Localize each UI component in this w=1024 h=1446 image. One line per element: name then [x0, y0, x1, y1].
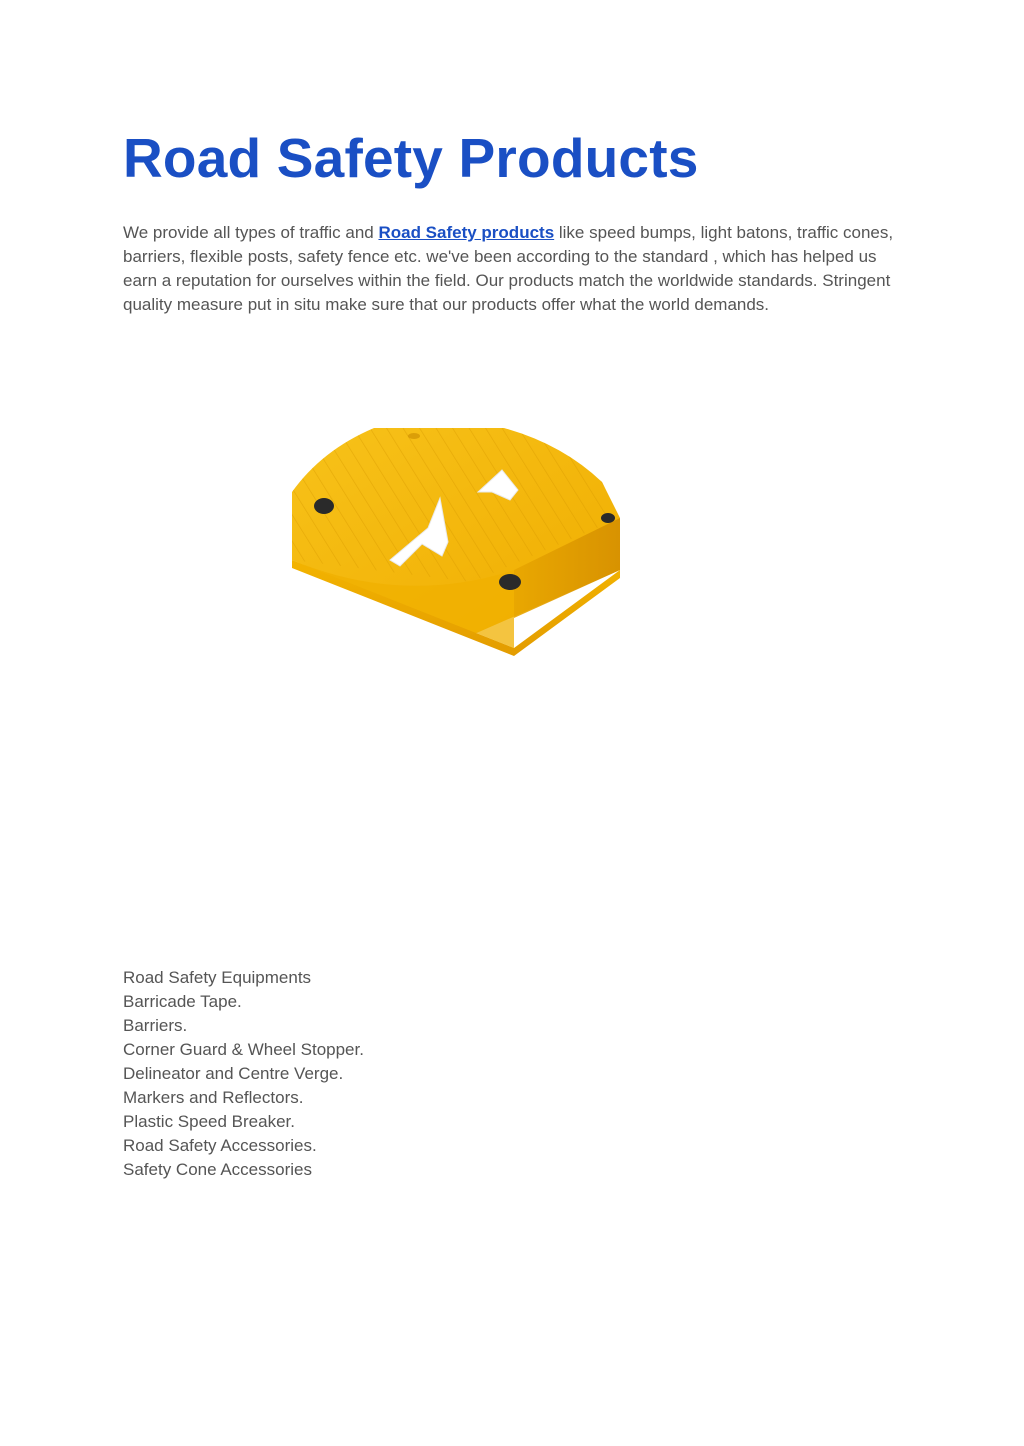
intro-text-before-link: We provide all types of traffic and — [123, 223, 379, 242]
list-item: Barriers. — [123, 1016, 188, 1035]
intro-text-after-link: like speed bumps, light batons, traffic cones, barriers, flexible posts, safety fence etc. we've been according to the standard , which has helped us earn a reputation for ourselves within the field. Our products match the worldwide standards. Stringent quality measure put in situ make sure that our products offer what the world demands. — [123, 223, 894, 314]
list-item: Safety Cone Accessories — [123, 1160, 312, 1179]
speed-bump-image — [282, 420, 628, 656]
list-item: Corner Guard & Wheel Stopper. — [123, 1040, 364, 1059]
list-item: Markers and Reflectors. — [123, 1088, 304, 1107]
list-item: Road Safety Equipments — [123, 968, 312, 987]
speed-bump-illustration — [282, 420, 628, 656]
list-item: Road Safety Accessories. — [123, 1136, 317, 1155]
list-item: Delineator and Centre Verge. — [123, 1064, 344, 1083]
road-safety-products-link[interactable]: Road Safety products — [378, 223, 555, 242]
intro-paragraph — [123, 221, 913, 317]
list-item: Barricade Tape. — [123, 992, 242, 1011]
list-item: Plastic Speed Breaker. — [123, 1112, 295, 1131]
page-title: Road Safety Products — [123, 127, 699, 189]
category-list — [123, 966, 364, 1182]
